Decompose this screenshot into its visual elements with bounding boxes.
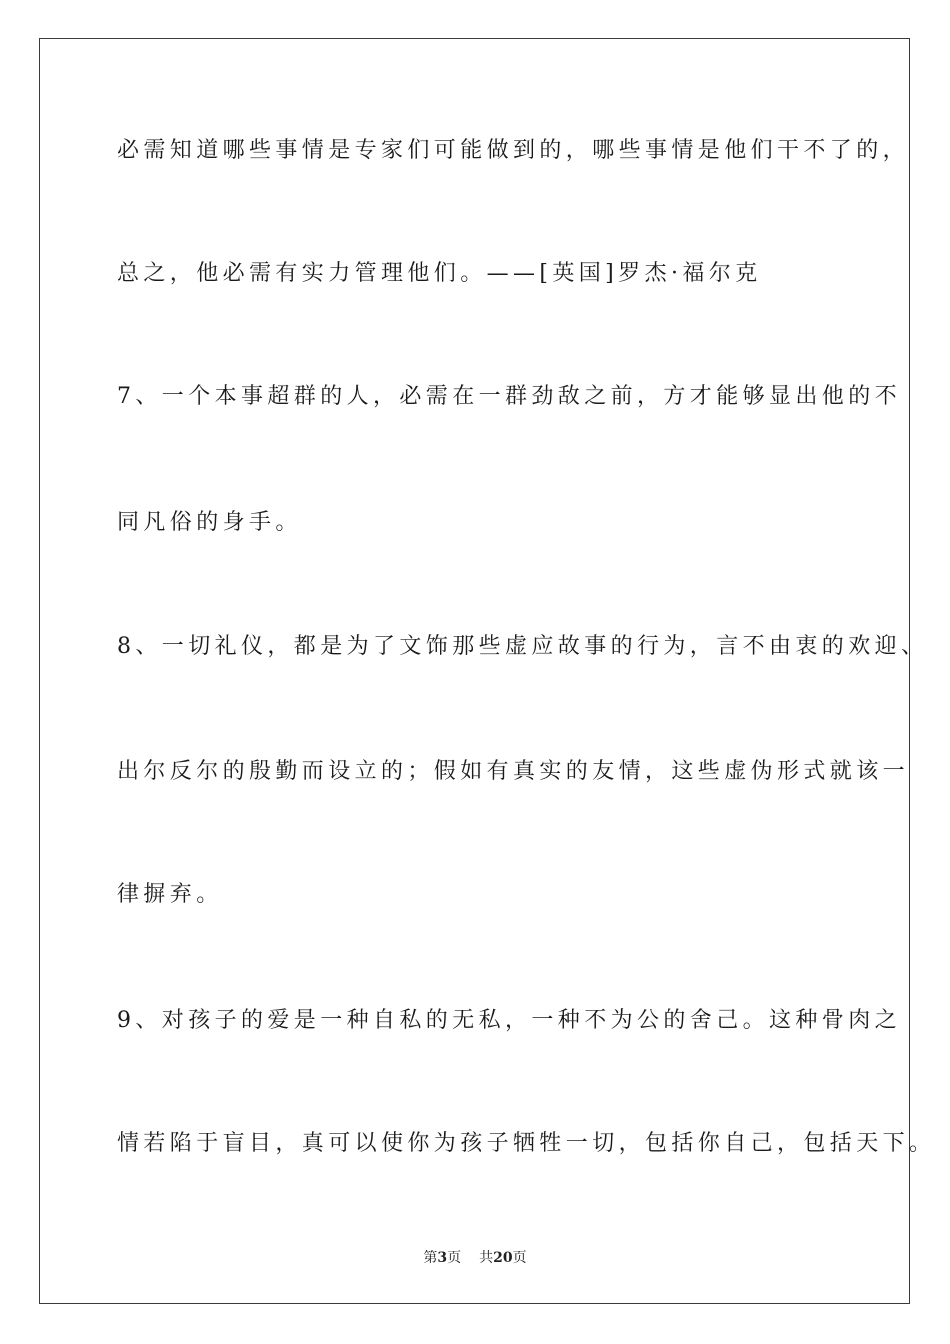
page-footer — [0, 1247, 950, 1267]
text-line-6: 出尔反尔的殷勤而设立的；假如有真实的友情，这些虚伪形式就该一 — [117, 759, 910, 784]
total-pages: 20 — [493, 1250, 513, 1266]
text-line-4: 同凡俗的身手。 — [117, 510, 302, 535]
text-line-7: 律摒弃。 — [117, 882, 223, 907]
total-prefix: 共 — [479, 1250, 494, 1266]
page-number: 3 — [437, 1250, 448, 1266]
page-frame — [39, 38, 936, 1304]
text-line-2: 总之，他必需有实力管理他们。——[英国]罗杰·福尔克 — [117, 261, 762, 286]
text-line-8: 9、对孩子的爱是一种自私的无私，一种不为公的舍己。这种骨肉之 — [117, 1008, 901, 1033]
text-line-9: 情若陷于盲目，真可以使你为孩子牺牲一切，包括你自己，包括天下。 — [117, 1131, 936, 1156]
total-suffix: 页 — [512, 1250, 527, 1266]
page-prefix: 第 — [423, 1250, 438, 1266]
page-suffix: 页 — [447, 1250, 462, 1266]
text-line-5: 8、一切礼仪，都是为了文饰那些虚应故事的行为，言不由衷的欢迎、 — [117, 634, 928, 659]
text-line-1: 必需知道哪些事情是专家们可能做到的，哪些事情是他们干不了的， — [117, 138, 910, 163]
text-line-3: 7、一个本事超群的人，必需在一群劲敌之前，方才能够显出他的不 — [117, 384, 901, 409]
